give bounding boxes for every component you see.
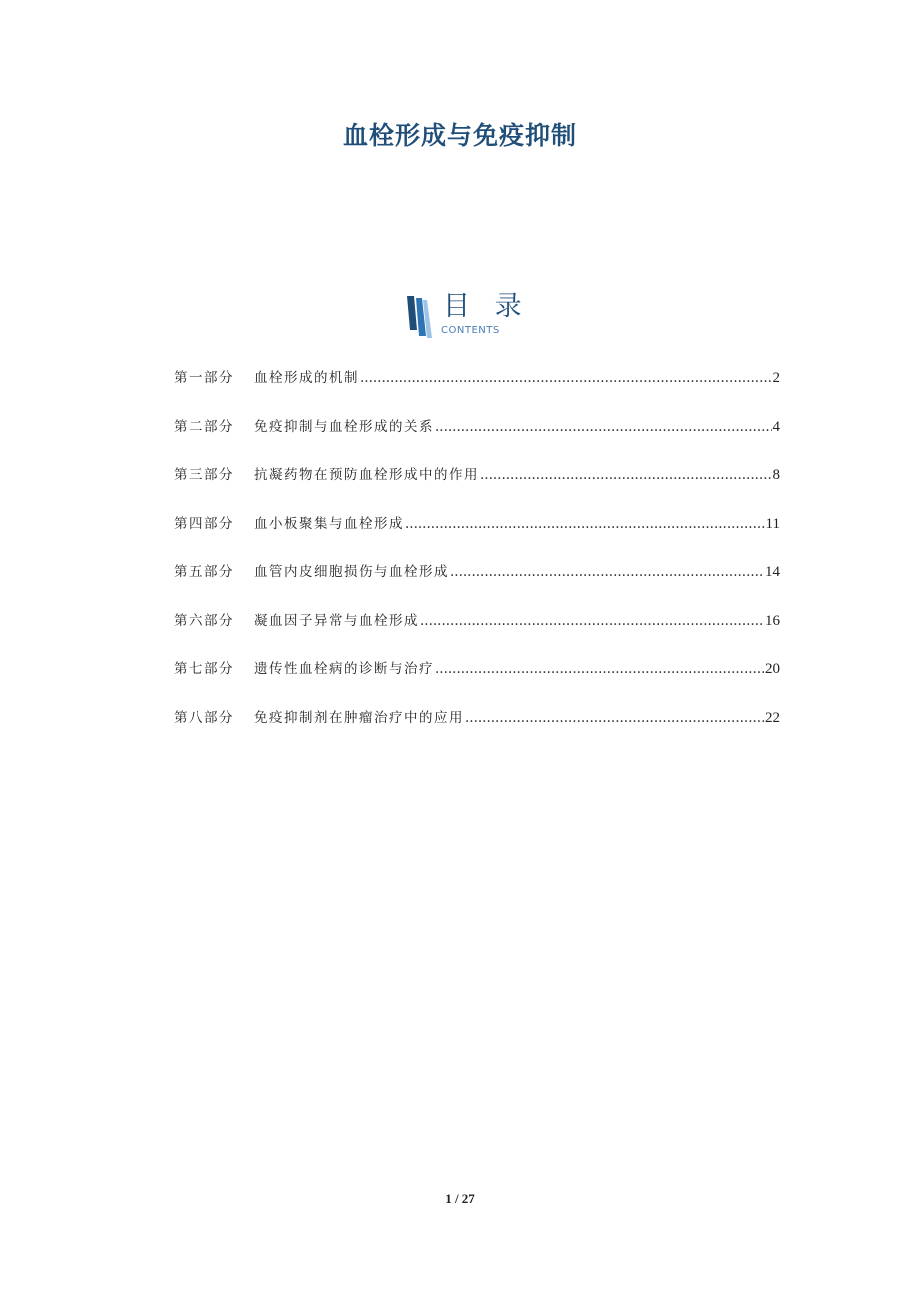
toc-dot-leader — [435, 419, 772, 435]
toc-entry-title: 血管内皮细胞损伤与血栓形成 — [254, 564, 449, 580]
toc-entry-title: 遗传性血栓病的诊断与治疗 — [254, 661, 434, 677]
toc-entry-part: 第二部分 — [174, 418, 234, 435]
toc-entry-title: 凝血因子异常与血栓形成 — [254, 612, 419, 629]
toc-logo-icon — [405, 294, 435, 338]
toc-entry-title: 免疫抑制剂在肿瘤治疗中的应用 — [254, 709, 464, 726]
toc-entry-title: 血栓形成的机制 — [254, 370, 359, 386]
toc-entry-page: 22 — [765, 709, 780, 726]
toc-heading: 目 录 — [443, 291, 530, 322]
toc-entry-part: 第五部分 — [174, 564, 234, 580]
toc-entry-page: 20 — [765, 661, 780, 677]
toc-entry-page: 14 — [765, 564, 780, 580]
toc-dot-leader — [480, 467, 772, 483]
toc-entry-part: 第四部分 — [174, 515, 234, 532]
toc-entry-page: 16 — [765, 612, 780, 629]
toc-header — [405, 292, 535, 340]
toc-entry[interactable] — [174, 560, 780, 609]
toc-entry[interactable] — [174, 609, 780, 658]
toc-entry-page: 11 — [765, 515, 780, 532]
toc-entry[interactable] — [174, 463, 780, 512]
toc-entry-title: 免疫抑制与血栓形成的关系 — [254, 418, 434, 435]
toc-entry-part: 第六部分 — [174, 612, 234, 629]
toc-entry[interactable] — [174, 657, 780, 706]
toc-dot-leader — [420, 613, 764, 629]
toc-dot-leader — [465, 710, 764, 726]
toc-entry[interactable] — [174, 366, 780, 415]
toc-list — [174, 366, 780, 754]
toc-entry-page: 2 — [772, 370, 780, 386]
toc-subheading: CONTENTS — [441, 325, 500, 336]
page-number: 1 / 27 — [445, 1191, 475, 1206]
toc-dot-leader — [435, 661, 764, 677]
document-title: 血栓形成与免疫抑制 — [342, 121, 577, 150]
toc-entry-title: 抗凝药物在预防血栓形成中的作用 — [254, 467, 479, 483]
toc-dot-leader — [360, 370, 772, 386]
toc-entry-part: 第八部分 — [174, 709, 234, 726]
toc-entry-title: 血小板聚集与血栓形成 — [254, 515, 404, 532]
toc-entry-part: 第三部分 — [174, 467, 234, 483]
toc-entry[interactable] — [174, 706, 780, 755]
toc-entry-page: 8 — [772, 467, 780, 483]
toc-entry[interactable] — [174, 512, 780, 561]
toc-entry[interactable] — [174, 415, 780, 464]
toc-entry-part: 第一部分 — [174, 370, 234, 386]
toc-entry-page: 4 — [772, 418, 780, 435]
toc-entry-part: 第七部分 — [174, 661, 234, 677]
toc-dot-leader — [450, 564, 764, 580]
toc-dot-leader — [405, 516, 765, 532]
